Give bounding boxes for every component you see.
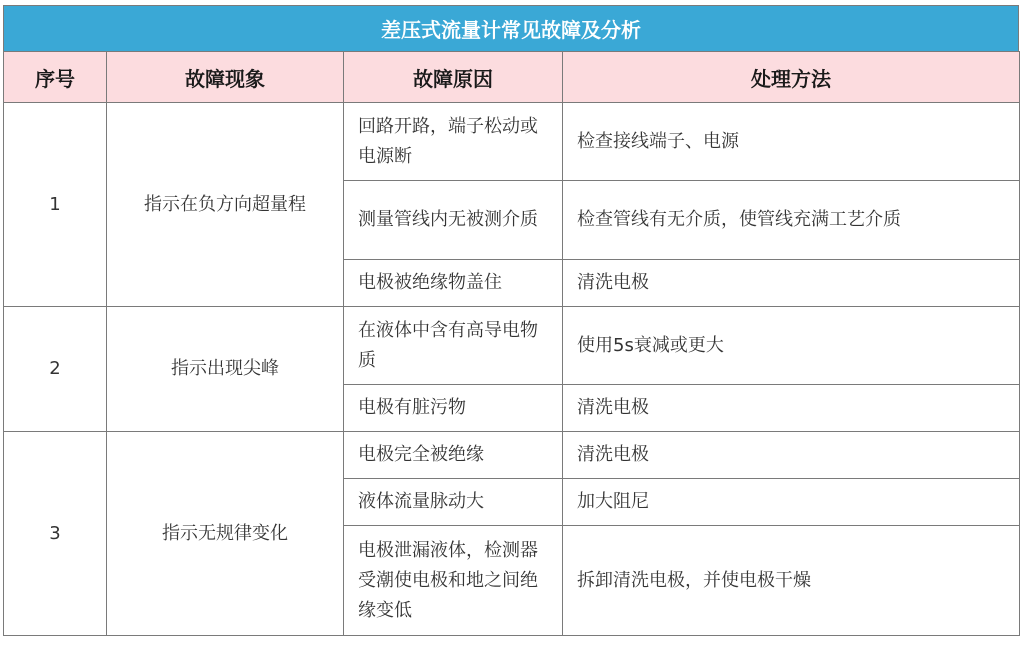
cause-cell: 在液体中含有高导电物质	[344, 307, 563, 385]
header-serial-number: 序号	[4, 52, 107, 103]
remedy-cell: 拆卸清洗电极，并使电极干燥	[563, 526, 1020, 636]
remedy-cell: 检查接线端子、电源	[563, 103, 1020, 181]
remedy-cell: 清洗电极	[563, 385, 1020, 432]
header-fault-symptom: 故障现象	[107, 52, 344, 103]
serial-number-cell: 3	[4, 432, 107, 636]
cause-cell: 液体流量脉动大	[344, 479, 563, 526]
remedy-cell: 加大阻尼	[563, 479, 1020, 526]
cause-cell: 电极泄漏液体，检测器受潮使电极和地之间绝缘变低	[344, 526, 563, 636]
header-remedy: 处理方法	[563, 52, 1020, 103]
remedy-cell: 清洗电极	[563, 432, 1020, 479]
serial-number-cell: 2	[4, 307, 107, 432]
header-row	[4, 52, 1020, 103]
remedy-cell: 检查管线有无介质，使管线充满工艺介质	[563, 181, 1020, 260]
symptom-cell: 指示出现尖峰	[107, 307, 344, 432]
serial-number-cell: 1	[4, 103, 107, 307]
table-row	[4, 103, 1020, 181]
table-title: 差压式流量计常见故障及分析	[3, 5, 1019, 51]
table-row	[4, 307, 1020, 385]
fault-analysis-table	[3, 51, 1020, 636]
cause-cell: 测量管线内无被测介质	[344, 181, 563, 260]
cause-cell: 电极被绝缘物盖住	[344, 260, 563, 307]
symptom-cell: 指示无规律变化	[107, 432, 344, 636]
table-row	[4, 432, 1020, 479]
remedy-cell: 清洗电极	[563, 260, 1020, 307]
cause-cell: 回路开路，端子松动或电源断	[344, 103, 563, 181]
remedy-cell: 使用5s衰减或更大	[563, 307, 1020, 385]
fault-table-container	[3, 5, 1019, 636]
cause-cell: 电极完全被绝缘	[344, 432, 563, 479]
cause-cell: 电极有脏污物	[344, 385, 563, 432]
header-fault-cause: 故障原因	[344, 52, 563, 103]
symptom-cell: 指示在负方向超量程	[107, 103, 344, 307]
